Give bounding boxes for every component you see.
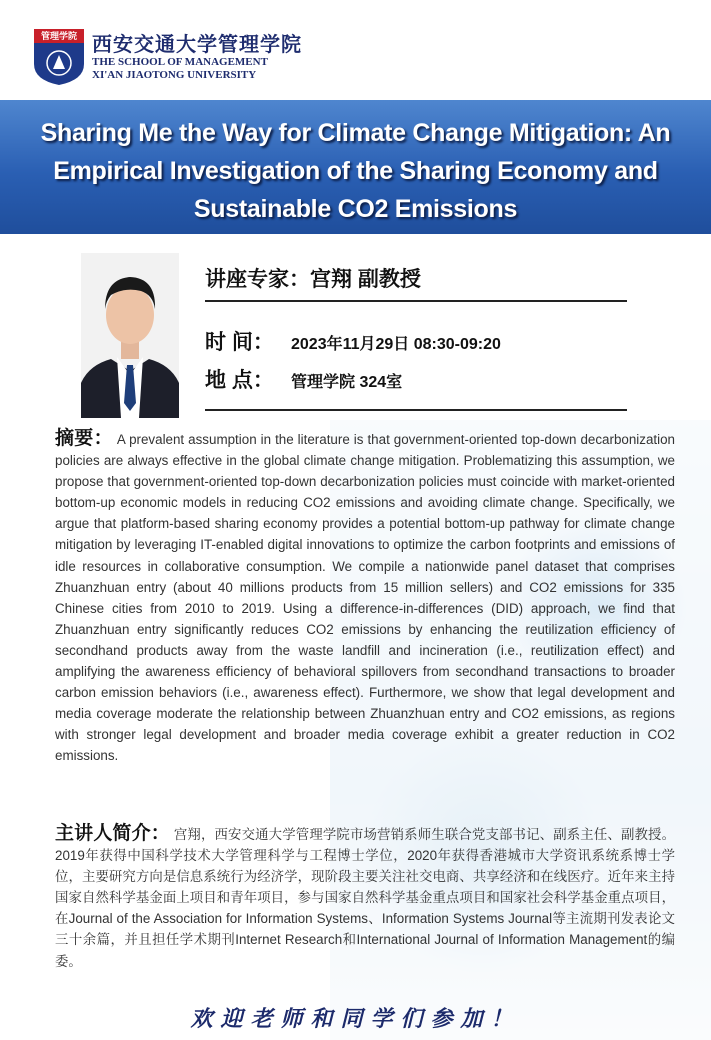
speaker-bio-section <box>55 823 675 972</box>
welcome-message: 欢迎老师和同学们参加！ <box>190 1006 521 1032</box>
abstract-section <box>55 428 675 767</box>
header <box>0 0 711 100</box>
place-row <box>205 364 402 394</box>
time-value: 2023年11月29日 08:30-09:20 <box>291 336 501 353</box>
bio-heading: 主讲人简介： <box>55 823 170 844</box>
divider-bottom <box>205 409 627 411</box>
school-name-cn: 西安交通大学管理学院 <box>92 32 302 56</box>
speaker-portrait-icon <box>81 253 179 418</box>
bio-text: 宫翔，西安交通大学管理学院市场营销系师生联合党支部书记、副系主任、副教授。2019年获得中国科学技术大学管理科学与工程博士学位，2020年获得香港城市大学资讯系统系博士学位，主要研究方向是信息系统行为经济学，现阶段主要关注社交电商、共享经济和在线医疗。近年来主持国家自然科学基金面上项目和青年项目，参与国家自然科学基金重点项目和国家社会科学基金重点项目，在Journal of the Association for Information Systems、Information Systems Journal等主流期刊发表论文三十余篇，并且担任学术期刊Internet Research和International Journal of Information Management的编委。 <box>55 827 675 969</box>
abstract-text: A prevalent assumption in the literature is that government-oriented top-down decarbonization policies are always effective in the global climate change mitigation. Problematizing this assumption, we propose that government-oriented top-down decarbonization policies must coincide with market-oriented bottom-up economic models in reducing CO2 emissions and avoiding climate change. Specifically, we argue that platform-based sharing economy provides a potential bottom-up pathway for climate change mitigation by leveraging IT-enabled digital innovations to optimize the carbon footprints and emissions of idle resources in collaborative consumption. We compile a nationwide panel dataset that comprises Zhuanzhuan entry (about 40 millions products from 15 million sellers) and CO2 emissions for 335 Chinese cities from 2010 to 2019. Using a difference-in-differences (DID) approach, we find that Zhuanzhuan entry significantly reduces CO2 emissions by enhancing the reutilization efficiency of secondhand products away from the waste landfill and incineration (i.e., reutilization effect) and amplifying the awareness efficiency of behavioral spillovers from secondhand transactions to broader carbon emission behaviors (i.e., awareness effect). Furthermore, we show that legal development and media coverage moderate the relationship between Zhuanzhuan entry and CO2 emissions, as regions with stronger legal development and broader media coverage exhibit a greater reduction in CO2 emissions. <box>55 432 675 764</box>
speaker-photo <box>81 253 179 418</box>
time-label: 时 间： <box>205 331 274 354</box>
place-value: 管理学院 324室 <box>291 374 403 391</box>
school-name-en-line1: THE SCHOOL OF MANAGEMENT <box>92 56 268 68</box>
university-logo-icon <box>33 28 85 86</box>
time-row <box>205 326 501 356</box>
abstract-heading: 摘要： <box>55 428 113 449</box>
speaker-name: 讲座专家：宫翔 副教授 <box>205 268 421 291</box>
title-banner <box>0 100 711 234</box>
place-label: 地 点： <box>205 369 274 392</box>
school-name-en-line2: XI'AN JIAOTONG UNIVERSITY <box>92 69 257 81</box>
logo-badge-text: 管理学院 <box>40 32 78 42</box>
lecture-title: Sharing Me the Way for Climate Change Mitigation: An Empirical Investigation of the Sharing Economy and Sustainable CO2 Emissions <box>40 119 671 223</box>
divider-top <box>205 300 627 302</box>
